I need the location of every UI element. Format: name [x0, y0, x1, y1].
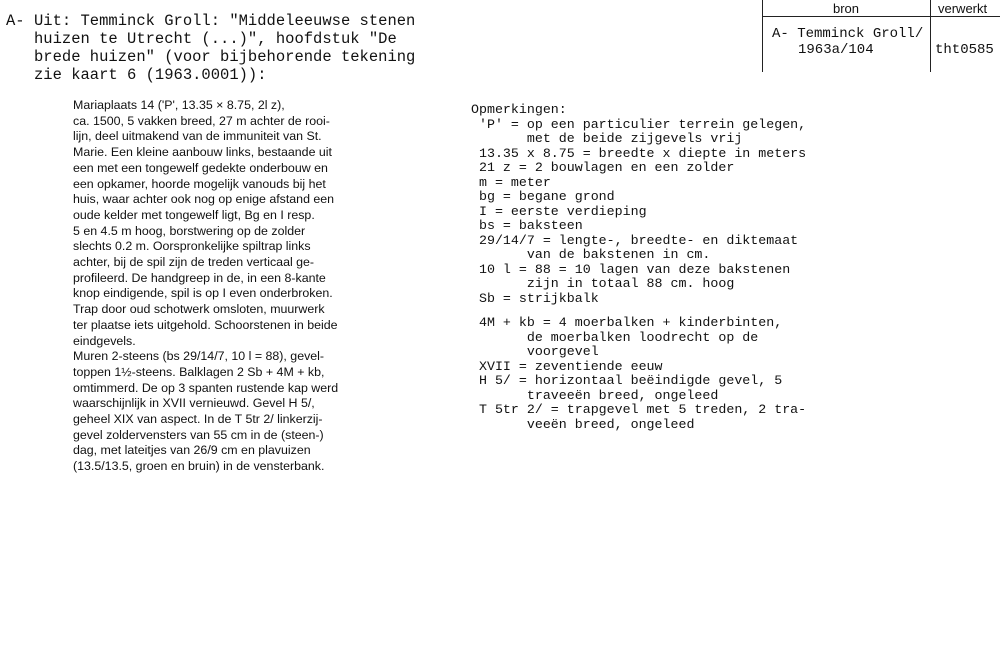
text-line: lijn, deel uitmakend van de immuniteit van St.	[73, 129, 322, 144]
text-line: oude kelder met tongewelf ligt, Bg en I resp.	[73, 207, 315, 222]
text-line: omtimmerd. De op 3 spanten rustende kap werd	[73, 380, 339, 395]
text-line: eindgevels.	[73, 333, 136, 348]
header-citation	[34, 12, 454, 84]
header-line: brede huizen" (voor bijbehorende tekening	[34, 48, 416, 66]
text-line: een met een tongewelf gedekte onderbouw en	[73, 160, 328, 175]
verwerkt-value: tht0585	[935, 42, 994, 58]
remarks-list	[471, 103, 806, 432]
remark-line: 'P' = op een particulier terrein gelegen,	[471, 116, 807, 132]
text-line: profileerd. De handgreep in de, in een 8-kante	[73, 270, 326, 285]
text-line: geheel XIX van aspect. In de T 5tr 2/ linkerzij-	[73, 412, 323, 427]
text-line: een opkamer, hoorde mogelijk vanouds bij het	[73, 176, 326, 191]
header-line: huizen te Utrecht (...)", hoofdstuk "De	[34, 30, 397, 48]
text-line: dag, met lateitjes van 26/9 cm en plavuizen	[73, 443, 311, 458]
text-line: gevel zoldervensters van 55 cm in de (steen-)	[73, 427, 324, 442]
remark-line: voorgevel	[471, 344, 599, 359]
remark-line: zijn in totaal 88 cm. hoog	[471, 276, 735, 291]
remark-line: T 5tr 2/ = trapgevel met 5 treden, 2 tra-	[471, 402, 807, 417]
remark-line: 4M + kb = 4 moerbalken + kinderbinten,	[471, 315, 783, 330]
remark-line: m = meter	[471, 174, 551, 190]
header-label: A-	[6, 12, 25, 30]
text-line: (13.5/13.5, groen en bruin) in de vensterbank.	[73, 459, 325, 474]
remarks-title: Opmerkingen:	[471, 102, 567, 117]
source-table	[762, 0, 1000, 72]
remark-line: 29/14/7 = lengte-, breedte- en diktemaat	[471, 232, 799, 248]
text-line: achter, bij de spil zijn de treden verticaal ge-	[73, 255, 315, 270]
text-line: Trap door oud schotwerk omsloten, muurwerk	[73, 302, 325, 317]
bron-line: A- Temminck Groll/	[772, 26, 924, 42]
remark-line: bs = baksteen	[471, 218, 583, 233]
column-header-verwerkt: verwerkt	[938, 1, 988, 16]
text-line: knop eindigende, spil is op I even onderbroken.	[73, 286, 333, 301]
remark-line: veeën breed, ongeleed	[471, 416, 695, 432]
remark-line: de moerbalken loodrecht op de	[471, 329, 759, 345]
header-line: zie kaart 6 (1963.0001)):	[34, 66, 267, 84]
remark-line: bg = begane grond	[471, 189, 615, 204]
table-divider	[930, 0, 931, 72]
text-line: Mariaplaats 14 ('P', 13.35 × 8.75, 2l z),	[73, 98, 285, 112]
text-line: ter plaatse iets uitgehold. Schoorstenen in beide	[73, 317, 338, 332]
description-text	[73, 98, 363, 475]
text-line: Marie. Een kleine aanbouw links, bestaande uit	[73, 145, 332, 160]
text-line: ca. 1500, 5 vakken breed, 27 m achter de rooi-	[73, 113, 330, 128]
column-header-bron: bron	[833, 1, 860, 16]
text-line: Muren 2-steens (bs 29/14/7, 10 l = 88), gevel-	[73, 349, 325, 364]
text-line: toppen 1½-steens. Balklagen 2 Sb + 4M + kb,	[73, 364, 325, 379]
remark-line: 13.35 x 8.75 = breedte x diepte in meters	[471, 145, 807, 161]
remark-line: met de beide zijgevels vrij	[471, 131, 743, 146]
text-line: waarschijnlijk in XVII vernieuwd. Gevel H 5/,	[73, 396, 315, 411]
remark-line: XVII = zeventiende eeuw	[471, 358, 663, 374]
remark-line: van de bakstenen in cm.	[471, 247, 711, 262]
remark-line: Sb = strijkbalk	[471, 290, 599, 306]
header-line: Uit: Temminck Groll: "Middeleeuwse stenen	[34, 12, 416, 30]
text-line: huis, waar achter ook nog op enige afstand een	[73, 192, 335, 207]
bron-line: 1963a/104	[798, 42, 874, 58]
text-line: slechts 0.2 m. Oorspronkelijke spiltrap links	[73, 239, 311, 254]
remark-line: 21 z = 2 bouwlagen en een zolder	[471, 160, 735, 175]
remark-line: I = eerste verdieping	[471, 203, 647, 219]
remark-line: traveeën breed, ongeleed	[471, 387, 719, 403]
text-line: 5 en 4.5 m hoog, borstwering op de zolder	[73, 223, 306, 238]
table-divider	[762, 0, 763, 72]
remark-line: H 5/ = horizontaal beëindigde gevel, 5	[471, 373, 783, 388]
bron-value	[772, 26, 923, 58]
table-divider	[762, 16, 1000, 17]
remark-line: 10 l = 88 = 10 lagen van deze bakstenen	[471, 261, 791, 277]
